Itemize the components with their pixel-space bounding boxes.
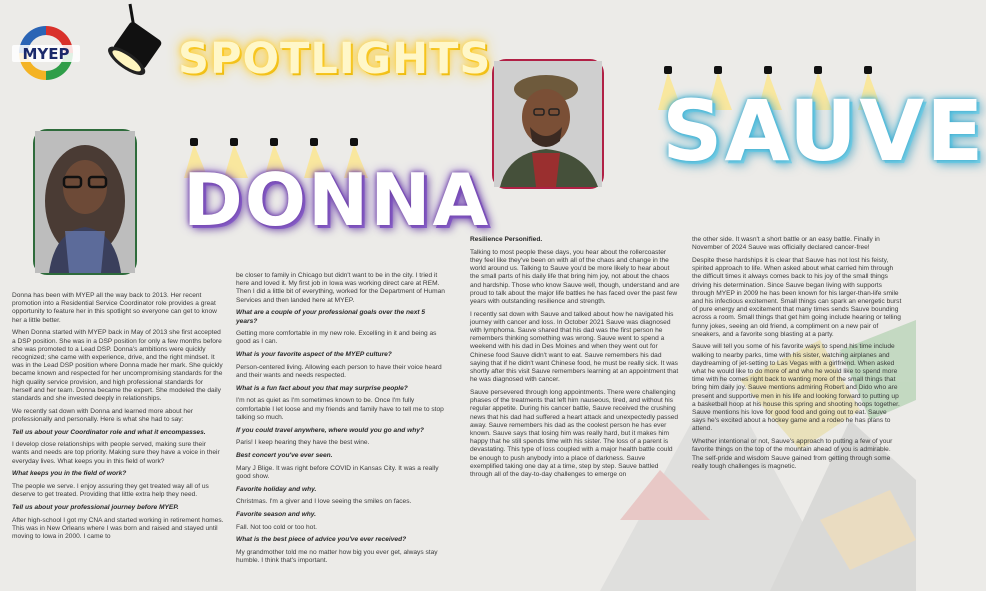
section-heading: Resilience Personified. bbox=[470, 236, 543, 243]
body-paragraph: After high-school I got my CNA and started working in retirement homes. This was in New Orleans where I was born and raised and stayed until moving to Iowa in 2000. I came to bbox=[12, 516, 224, 541]
body-paragraph: I recently sat down with Sauve and talked about how he navigated his journey with cancer and loss. In October 2021 Sauve was diagnosed with lymphoma. Sauve shared that his dad was the first person he remembers thinking something was wrong. Sauve went to spend a weekend with his dad in Des Moines and when they went out for Chinese food Sauve didn't want to eat. Sauve remembers his dad saying that if he didn't want Chinese food, he must be really sick. It was shortly after this visit Sauve remembers learning at an appointment that he was diagnosed with cancer. bbox=[470, 310, 679, 384]
body-paragraph: Christmas. I'm a giver and I love seeing the smiles on faces. bbox=[236, 498, 412, 506]
body-paragraph: The people we serve. I enjoy assuring they get treated way all of us deserve to get treated. Providing that little extra help they need. bbox=[12, 483, 209, 499]
interview-question: What keeps you in the field of work? bbox=[12, 470, 127, 478]
body-paragraph: Fall. Not too cold or too hot. bbox=[236, 523, 317, 531]
interview-question: What is the best piece of advice you've ever received? bbox=[236, 536, 407, 544]
body-paragraph: When Donna started with MYEP back in May of 2013 she first accepted a DSP position. She was in a DSP position for only a few months before she was promoted to a Lead DSP. Donna's ambitions were quickly recognized; she came with experience, drive, and the right mindset. It was in the Lead DSP position where Donna made her mark. She quickly became known and respected for her uncompromising standards for the high quality service provision, and high professional standards for herself and her team. Donna became the expert. She modeled the daily standards and she invested deeply in relationships. bbox=[12, 329, 223, 402]
interview-question: What is your favorite aspect of the MYEP culture? bbox=[236, 351, 392, 359]
sauve-column-2 bbox=[692, 236, 902, 475]
interview-question: Favorite season and why. bbox=[236, 510, 317, 518]
body-paragraph: I'm not as quiet as I'm sometimes known to be. Once I'm fully comfortable I let loose and my friends and family have to tell me to stop talking so much. bbox=[236, 397, 444, 421]
myep-logo bbox=[10, 22, 82, 84]
donna-photo bbox=[33, 129, 137, 275]
body-paragraph: Mary J Blige. It was right before COVID in Kansas City. It was a really good show. bbox=[236, 464, 439, 480]
body-paragraph: the other side. It wasn't a short battle or an easy battle. Finally in November of 2024 Sauve was officially declared cancer-free! bbox=[692, 236, 880, 252]
interview-question: If you could travel anywhere, where would you go and why? bbox=[236, 426, 424, 434]
logo-text: MYEP bbox=[22, 45, 70, 63]
interview-question: Favorite holiday and why. bbox=[236, 485, 317, 493]
body-paragraph: Talking to most people these days, you hear about the rollercoaster they feel like they've been on with all of the chaos and change in the world around us. Talking to Sauve you'd be more likely to hear about the small parts of his daily life that bring him joy, not about the chaos and hardship. Those who know Sauve well, though, understand and are proud to talk about the major life battles he has faced over the past few years with outstanding resilience and strength. bbox=[470, 248, 680, 305]
donna-column-1 bbox=[12, 292, 224, 546]
body-paragraph: Paris! I keep hearing they have the best wine. bbox=[236, 439, 370, 447]
body-paragraph: Person-centered living. Allowing each person to have their voice heard and their wants and needs respected. bbox=[236, 363, 442, 380]
body-paragraph: Whether intentional or not, Sauve's approach to putting a few of your favorite things on the top of the mountain ahead of you is admirable. The self-pride and wisdom Sauve gained from getting through some really tough challenges is magnetic. bbox=[692, 438, 893, 470]
body-paragraph: Getting more comfortable in my new role. Excelling in it and being as good as I can. bbox=[236, 330, 437, 346]
spotlights-title: SPOTLIGHTS bbox=[178, 34, 492, 84]
interview-question: What is a fun fact about you that may surprise people? bbox=[236, 384, 408, 392]
spotlight-icon bbox=[100, 2, 180, 92]
body-paragraph: We recently sat down with Donna and learned more about her professionally and personally. Here is what she had to say: bbox=[12, 407, 193, 423]
sauve-photo bbox=[492, 59, 604, 189]
donna-name-title: DONNA bbox=[183, 158, 491, 242]
interview-question: Best concert you've ever seen. bbox=[236, 451, 333, 459]
body-paragraph: My grandmother told me no matter how big you ever get, always stay humble. I think that's important. bbox=[236, 549, 438, 565]
sauve-name-title: SAUVE bbox=[662, 82, 986, 180]
interview-question: What are a couple of your professional goals over the next 5 years? bbox=[236, 309, 426, 325]
interview-question: Tell us about your professional journey before MYEP. bbox=[12, 503, 179, 511]
interview-question: Tell us about your Coordinator role and what it encompasses. bbox=[12, 428, 206, 436]
donna-column-2 bbox=[236, 272, 448, 570]
body-paragraph: Despite these hardships it is clear that Sauve has not lost his feisty, spirited approach to life. When asked about what carried him through the difficult times it always comes back to his joy of the small things driving his determination. Since Sauve began living with supports through MYEP in 2009 he has been known for his larger-than-life smile and his infectious excitement. Small things can spark an energetic burst of pure energy and excitement that many times sends Sauve bounding across a room. Small things that get him going include hearing or telling funny jokes, seeing an old friend, a compliment on a new pair of sneakers, and a favorite song blasting at a party. bbox=[692, 256, 902, 338]
body-paragraph: Sauve persevered through long appointments. There were challenging phases of the treatments that left him nauseous, tired, and without his regular appetite. During his cancer battle, Sauve received the crushing news that his dad had suffered a heart attack and unexpectedly passed away. Sauve remembers his dad as the coolest person he has ever known. Sauve says that losing him was really hard, but it makes him happy that he still spends time with his sister. The loss of a parent is devastating. This type of loss coupled with a major health battle could be enough to push anybody into a place of darkness. Sauve exemplified taking one day at a time, step by step. Sauve battled through all of the day-to-day challenges to emerge on bbox=[470, 388, 679, 478]
body-paragraph: I develop close relationships with people served, making sure their wants and needs are top priority. Making sure they have a voice in their everyday lives. What keeps you in this field of work? bbox=[12, 441, 220, 465]
body-paragraph: be closer to family in Chicago but didn't want to be in the city. I tried it here and loved it. My first job in Iowa was working direct care at REM. Then I did a little bit of everything, worked for the Department of Human Services and then landed here at MYEP. bbox=[236, 272, 445, 304]
body-paragraph: Donna has been with MYEP all the way back to 2013. Her recent promotion into a Residential Service Coordinator role provides a great opportunity to feature her in this spotlight so everyone can get to know her a little better. bbox=[12, 292, 217, 324]
sauve-column-1 bbox=[470, 236, 680, 484]
body-paragraph: Sauve will tell you some of his favorite ways to spend his time include walking to nearby parks, time with his sister, watching airplanes and daydreaming of jet-setting to Las Vegas with a girlfriend. When asked what he would like to do more of and who he would like to spend more time with he comes right back to wanting more of the small things that bring him daily joy. Sauve mentions admiring Robert and Dido who are present and supportive men in his life and looking forward to putting up a basketball hoop at his house this spring and shooting hoops together. Sauve mentions his love for good food and going out to eat. Sauve says he's excited about a hockey game and a rodeo he has plans to attend. bbox=[692, 343, 900, 433]
